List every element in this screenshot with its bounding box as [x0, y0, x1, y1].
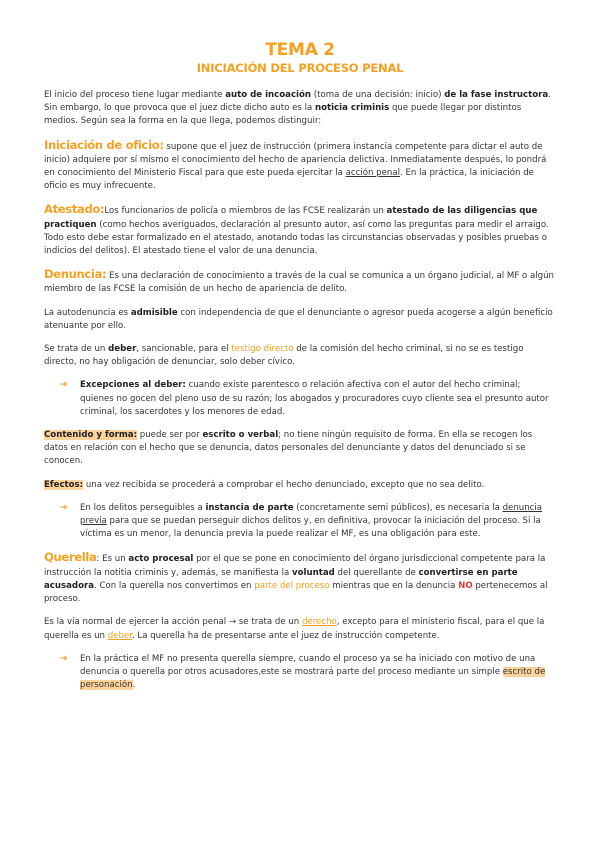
- arrow-icon: ➔: [60, 653, 68, 664]
- denuncia-heading: Denuncia:: [44, 267, 107, 282]
- page-title: TEMA 2: [265, 40, 335, 60]
- deber-paragraph: Se trata de un deber, sancionable, para el testigo directo de la comisión del hecho criminal, si no se es testigo directo, no hay obligación de denunciar, solo deber cívico.: [44, 344, 524, 368]
- querella-heading: Querella: [44, 550, 97, 565]
- atestado-heading: Atestado:: [44, 202, 105, 217]
- contenido-paragraph: Contenido y forma: puede ser por escrito o verbal; no tiene ningún requisito de forma. En ella se recogen los datos en relación con el hecho que se denuncia, datos personales del denunciante y datos del denunciado si se conocen.: [44, 430, 533, 467]
- delitos-bullet: ➔ En los delitos perseguibles a instancia de parte (concretamente semi públicos), es necesaria la denuncia previa para que se puedan perseguir dichos delitos y, en definitiva, provocar la iniciación del proceso. Si la víctima es un menor, la denuncia previa la puede realizar el MF, es una obligación para este.: [60, 502, 556, 542]
- arrow-icon: ➔: [60, 380, 68, 391]
- atestado-section: Atestado:Los funcionarios de policía o miembros de las FCSE realizarán un atestado de las diligencias que practiquen (como hechos averiguados, declaración al presunto autor, así como las preguntas para medir el arraigo. Todo esto debe estar formalizado en el atestado, anotando todas las circunstancias observadas y posibles pruebas o indicios del delitos). El atestado tiene el valor de una denuncia.: [44, 202, 549, 257]
- excepciones-bullet: ➔ Excepciones al deber: cuando existe parentesco o relación afectiva con el autor del hecho criminal; quienes no gocen del pleno uso de su razón; los abogados y procuradores cuyo cliente sea el presunto autor criminal, los sacerdotes y los menores de edad.: [60, 379, 556, 419]
- autodenuncia-paragraph: La autodenuncia es admisible con independencia de que el denunciante o agresor pueda acogerse a algún beneficio atenuante por ello.: [44, 307, 553, 331]
- denuncia-section: Denuncia: Es una declaración de conocimiento a través de la cual se comunica a un órgano judicial, al MF o algún miembro de las FCSE la comisión de un hecho de apariencia de delito.: [44, 267, 554, 295]
- page-subtitle: INICIACIÓN DEL PROCESO PENAL: [196, 61, 404, 75]
- arrow-icon: ➔: [60, 502, 68, 513]
- querella-section: Querella: Es un acto procesal por el que se pone en conocimiento del órgano jurisdiccional competente para la instrucción la notitia criminis y, además, se manifiesta la voluntad del querellante de convertirse en parte acusadora. Con la querella nos convertimos en parte del proceso mientras que en la denuncia NO pertenecemos al proceso.: [44, 550, 548, 605]
- oficio-section: Iniciación de oficio: supone que el juez de instrucción (primera instancia competente para dictar el auto de inicio) adquiere por sí mismo el conocimiento del hecho de apariencia delictiva. Inmediatamente después, lo pondrá en conocimiento del Ministerio Fiscal para que este pueda ejercitar la acción penal. En la práctica, la iniciación de oficio es muy infrecuente.: [44, 137, 547, 192]
- efectos-paragraph: Efectos: una vez recibida se procederá a comprobar el hecho denunciado, excepto que no sea delito.: [44, 479, 485, 490]
- oficio-heading: Iniciación de oficio:: [44, 137, 164, 152]
- intro-paragraph: El inicio del proceso tiene lugar mediante auto de incoación (toma de una decisión: inicio) de la fase instructora. Sin embargo, lo que provoca que el juez dicte dicho auto es la noticia criminis que puede llegar por distintos medios. Según sea la forma en la que llega, podemos distinguir:: [44, 90, 551, 127]
- via-normal-paragraph: Es la vía normal de ejercer la acción penal → se trata de un derecho, excepto para el ministerio fiscal, para el que la querella es un deber. La querella ha de presentarse ante el juez de instrucción competente.: [44, 617, 545, 641]
- mf-bullet: ➔ En la práctica el MF no presenta querella siempre, cuando el proceso ya se ha iniciado con motivo de una denuncia o querella por otros acusadores,este se mostrará parte del proceso mediante un simple escrito de personación.: [60, 653, 556, 693]
